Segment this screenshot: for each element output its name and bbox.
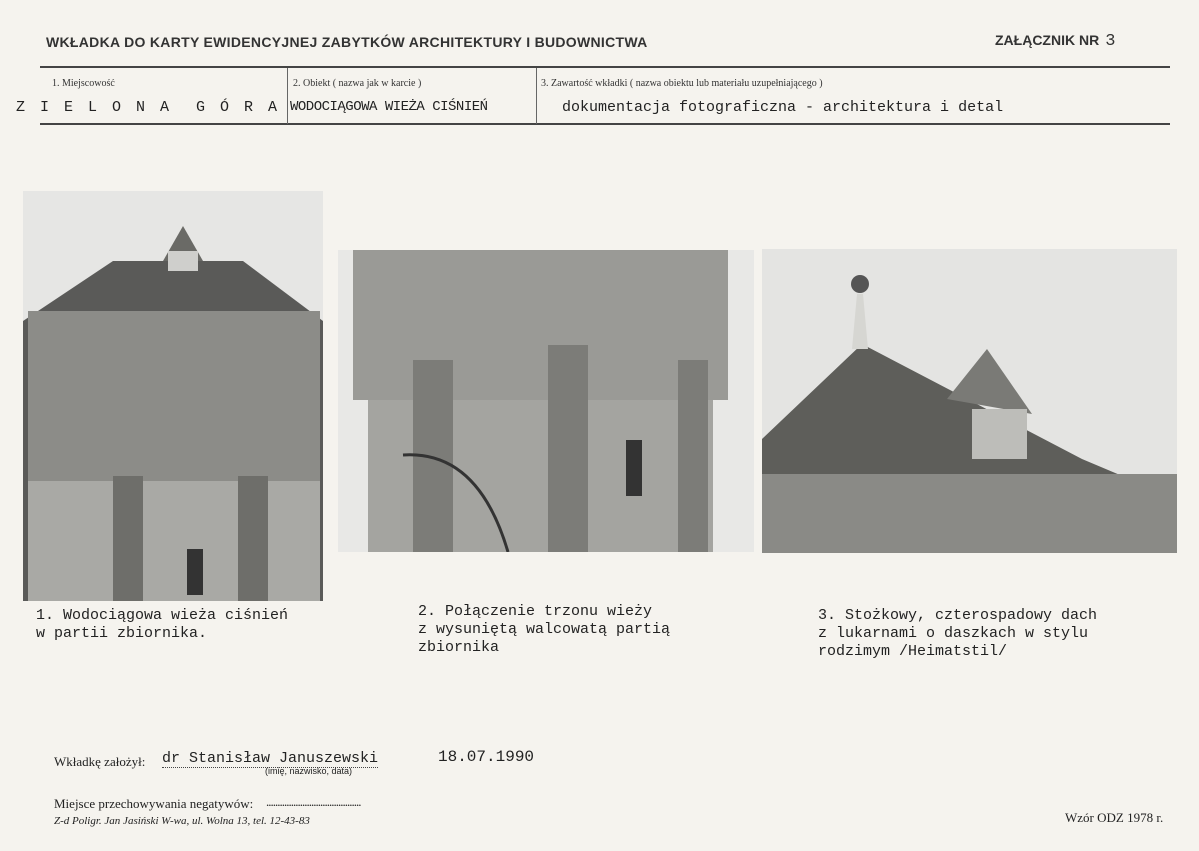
field-value-contents: dokumentacja fotograficzna - architektura i detal	[562, 99, 1004, 116]
founder-date: 18.07.1990	[438, 748, 535, 766]
photo-caption-2: 2. Połączenie trzonu wieży z wysuniętą walcowatą partią zbiornika	[418, 603, 671, 656]
founder-label: Wkładkę założył:	[54, 754, 146, 769]
field-label-object: 2. Obiekt ( nazwa jak w karcie )	[293, 78, 422, 89]
field-value-locality: Z I E L O N A G Ó R A	[16, 99, 281, 116]
form-version: Wzór ODZ 1978 r.	[1065, 810, 1164, 825]
negatives-value: ..........................................	[266, 794, 361, 809]
printer-info: Z-d Poligr. Jan Jasiński W-wa, ul. Wolna 13, tel. 12-43-83	[54, 815, 310, 827]
top-rule	[40, 66, 1170, 68]
field-label-locality: 1. Miejscowość	[52, 78, 115, 89]
negatives-label: Miejsce przechowywania negatywów:	[54, 796, 254, 811]
photo-tower-shaft	[338, 250, 754, 552]
document-title: WKŁADKA DO KARTY EWIDENCYJNEJ ZABYTKÓW ARCHITEKTURY I BUDOWNICTWA	[46, 34, 648, 50]
founder-value: dr Stanisław Januszewski	[162, 750, 379, 767]
annex-label: ZAŁĄCZNIK NR 3	[995, 32, 1116, 51]
photo-tower-tank	[23, 191, 323, 601]
field-label-contents: 3. Zawartość wkładki ( nazwa obiektu lub materiału uzupełniającego )	[541, 78, 823, 89]
annex-number: 3	[1105, 32, 1116, 51]
column-divider	[536, 68, 537, 124]
photo-caption-1: 1. Wodociągowa wieża ciśnień w partii zbiornika.	[36, 607, 289, 642]
column-divider	[287, 68, 288, 124]
field-value-object: WODOCIĄGOWA WIEŻA CIŚNIEŃ	[290, 99, 488, 115]
photo-roof	[762, 249, 1177, 553]
founder-hint: (imię, nazwisko, data)	[265, 766, 353, 776]
bottom-rule	[40, 123, 1170, 125]
photo-caption-3: 3. Stożkowy, czterospadowy dach z lukarnami o daszkach w stylu rodzimym /Heimatstil/	[818, 607, 1098, 660]
